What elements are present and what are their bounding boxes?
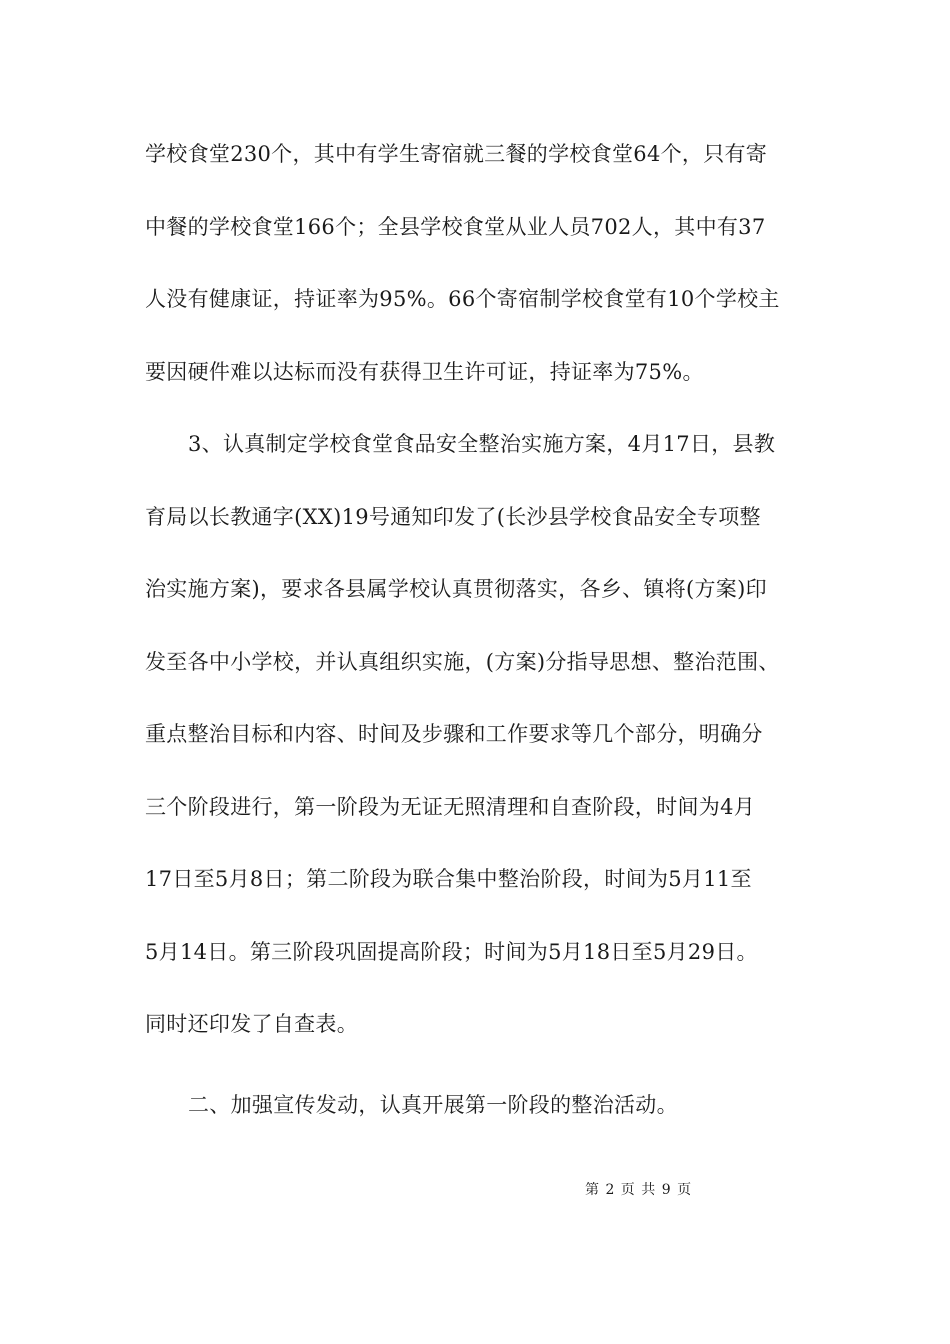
text-line: 三个阶段进行，第一阶段为无证无照清理和自查阶段，时间为4月 — [145, 794, 756, 819]
text-line: 育局以长教通字(XX)19号通知印发了(长沙县学校食品安全专项整 — [145, 504, 761, 529]
text-line: 发至各中小学校，并认真组织实施，(方案)分指导思想、整治范围、 — [145, 649, 780, 674]
text-line: 要因硬件难以达标而没有获得卫生许可证，持证率为75%。 — [145, 359, 704, 384]
section-heading: 二、加强宣传发动，认真开展第一阶段的整治活动。 — [188, 1092, 678, 1117]
paragraph-first-line: 3、认真制定学校食堂食品安全整治实施方案，4月17日，县教 — [188, 432, 776, 456]
text-line: 治实施方案)，要求各县属学校认真贯彻落实，各乡、镇将(方案)印 — [145, 577, 767, 601]
text-line: 人没有健康证，持证率为95%。66个寄宿制学校食堂有10个学校主 — [145, 287, 780, 311]
text-line: 重点整治目标和内容、时间及步骤和工作要求等几个部分，明确分 — [145, 722, 763, 746]
body-text — [145, 132, 815, 1155]
text-line: 5月14日。第三阶段巩固提高阶段；时间为5月18日至5月29日。 — [145, 939, 758, 964]
text-line: 17日至5月8日；第二阶段为联合集中整治阶段，时间为5月11至 — [145, 867, 752, 891]
text-line: 中餐的学校食堂166个；全县学校食堂从业人员702人，其中有37 — [145, 214, 766, 239]
page-number-footer: 第 2 页 共 9 页 — [585, 1182, 693, 1198]
text-line: 学校食堂230个，其中有学生寄宿就三餐的学校食堂64个，只有寄 — [145, 142, 768, 166]
text-line: 同时还印发了自查表。 — [145, 1012, 358, 1036]
